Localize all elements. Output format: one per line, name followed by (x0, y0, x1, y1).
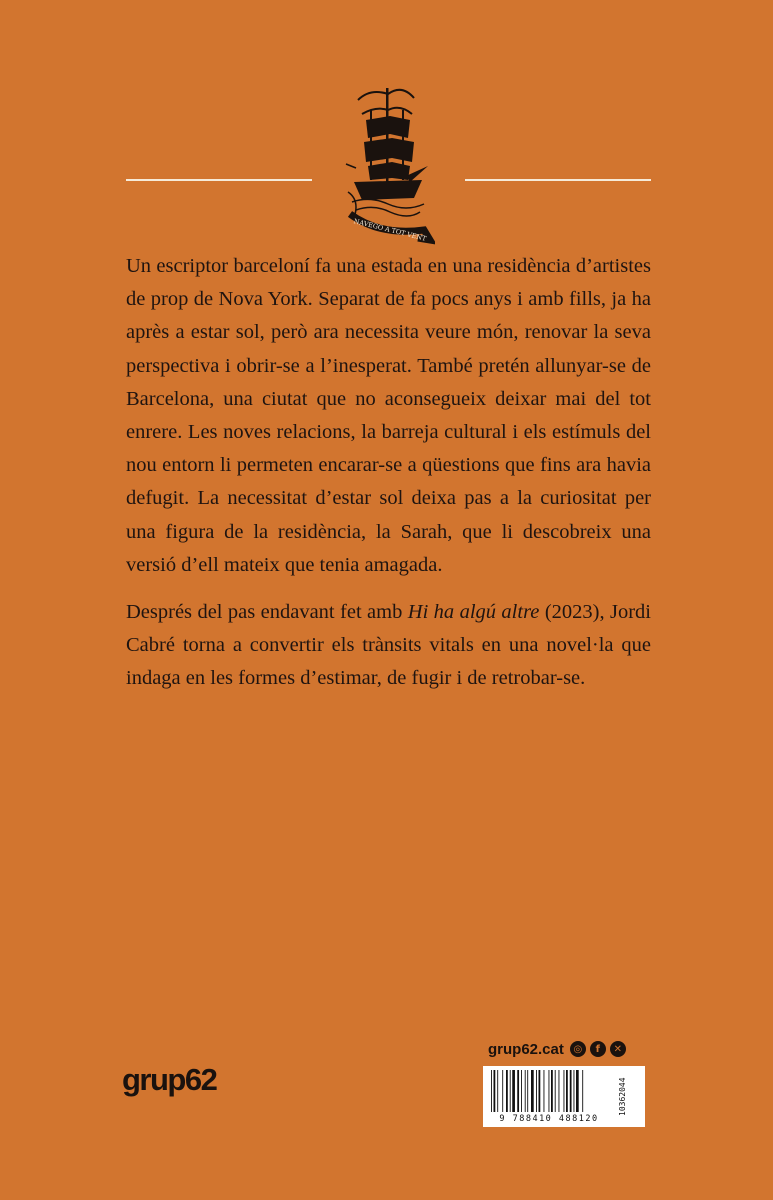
barcode-bar (517, 1070, 519, 1112)
barcode-bar (582, 1070, 583, 1112)
isbn-barcode (483, 1066, 645, 1127)
barcode-bar (549, 1070, 550, 1112)
publisher-url[interactable]: grup62.cat (488, 1040, 564, 1058)
social-icons (570, 1041, 626, 1057)
barcode-bar (539, 1070, 541, 1112)
barcode-bar (570, 1070, 572, 1112)
barcode-side-code: 10362044 (618, 1077, 627, 1117)
barcode-bar (555, 1070, 556, 1112)
facebook-icon[interactable]: f (590, 1041, 606, 1057)
publisher-web (488, 1039, 626, 1059)
barcode-bar (544, 1070, 545, 1112)
barcode-bar (531, 1070, 534, 1112)
barcode-bar (502, 1070, 503, 1112)
emblem-motto: NAVEGO A TOT VENT (352, 217, 428, 243)
barcode-bar (512, 1070, 515, 1112)
barcode-bar (574, 1070, 575, 1112)
barcode-bar (491, 1070, 492, 1112)
barcode-bar (527, 1070, 528, 1112)
barcode-bar (551, 1070, 553, 1112)
instagram-icon[interactable]: ◎ (570, 1041, 586, 1057)
blurb-paragraph-1: Un escriptor barceloní fa una estada en una residència d’artistes de prop de Nova York. Separat de fa pocs anys i amb fills, ja ha après a estar sol, però ara necessita veure món, renovar la seva perspectiva i obrir-se a l’inesperat. També pretén allunyar-se de Barcelona, una ciutat que no aconsegueix deixar mai del tot enrere. Les noves relacions, la barreja cultural i els estímuls del nou entorn li permeten encarar-se a qüestions que fins ara havia defugit. La necessitat d’estar sol deixa pas a la curiositat per una figura de la residència, la Sarah, que li descobreix una versió d’ell mateix que tenia amagada. (126, 255, 651, 576)
ship-emblem-icon (340, 80, 435, 245)
barcode-bar (559, 1070, 560, 1112)
divider-right (465, 179, 651, 181)
blurb-p2-start: Després del pas endavant fet amb (126, 601, 408, 624)
x-icon[interactable]: ✕ (610, 1041, 626, 1057)
barcode-bar (497, 1070, 498, 1112)
barcode-bar (521, 1070, 522, 1112)
publisher-logo: grup62 (122, 1062, 217, 1097)
divider-left (126, 179, 312, 181)
barcode-bar (510, 1070, 511, 1112)
blurb-paragraph-2 (126, 596, 651, 696)
barcode-bar (576, 1070, 579, 1112)
back-cover-blurb (126, 250, 651, 710)
barcode-bar (506, 1070, 508, 1112)
barcode-bar (525, 1070, 526, 1112)
barcode-bar (536, 1070, 537, 1112)
isbn-digits: 9 788410 488120 (499, 1114, 599, 1124)
referenced-book-title: Hi ha algú altre (407, 601, 540, 624)
barcode-bar (564, 1070, 565, 1112)
barcode-bar (566, 1070, 568, 1112)
barcode-bar (494, 1070, 496, 1112)
blurb-p2-end: (2023), Jordi Cabré torna a convertir els trànsits vitals en una novel·la que indaga en les formes d’estimar, de fugir i de retrobar-se. (126, 601, 651, 690)
